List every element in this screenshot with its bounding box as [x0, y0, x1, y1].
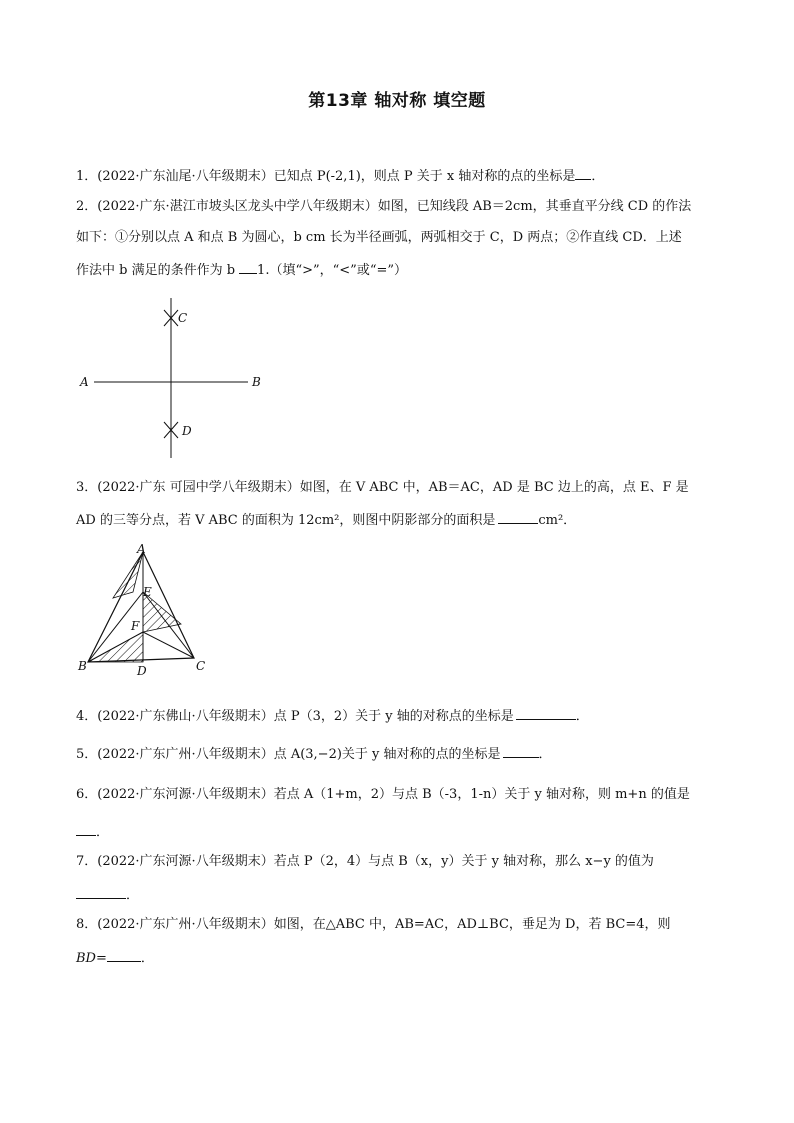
label-d: D: [182, 424, 192, 438]
question-7-line-2: [76, 885, 726, 905]
answer-blank-4[interactable]: [516, 706, 576, 720]
question-7-line-1: 7．(2022·广东河源·八年级期末）若点 P（2，4）与点 B（x，y）关于 y 轴对称，那么 x−y 的值为: [76, 854, 654, 869]
question-2-line-3-start: 作法中 b 满足的条件作为 b: [76, 263, 236, 278]
segment-cf: [143, 632, 194, 658]
label-f: F: [131, 619, 140, 633]
figure-triangle-shaded: [76, 540, 216, 678]
answer-blank-5[interactable]: [503, 744, 539, 758]
question-8-line-2: [76, 948, 726, 968]
answer-blank-3[interactable]: [498, 510, 538, 524]
question-1: [76, 166, 726, 186]
label-c: C: [178, 311, 188, 325]
label-c: C: [196, 659, 206, 673]
question-8-line-2-start: BD=: [76, 951, 107, 966]
figure-perpendicular-bisector: [76, 294, 276, 462]
question-8-end: ．: [140, 951, 154, 966]
question-2-line-1: 2．(2022·广东·湛江市坡头区龙头中学八年级期末）如图，已知线段 AB＝2cm，其垂直平分线 CD 的作法: [76, 199, 692, 214]
question-1-end: ．: [591, 169, 605, 184]
label-b: B: [78, 659, 87, 673]
label-d: D: [137, 664, 147, 678]
question-2-line-3-end: 1.（填“>”，“<”或“=”）: [257, 263, 408, 278]
question-6-line-1: 6．(2022·广东河源·八年级期末）若点 A（1+m，2）与点 B（-3，1-n）关于 y 轴对称，则 m+n 的值是: [76, 787, 690, 802]
question-3-line-2: [76, 510, 726, 530]
label-a: A: [137, 542, 146, 556]
question-6-end: ．: [96, 825, 110, 840]
question-4: [76, 706, 726, 726]
label-e: E: [143, 585, 152, 599]
question-4-end: ．: [575, 709, 589, 724]
answer-blank-7[interactable]: [76, 885, 126, 899]
question-3-line-2-end: cm²．: [538, 513, 577, 528]
answer-blank-2[interactable]: [239, 260, 257, 274]
answer-blank-1[interactable]: [575, 166, 591, 180]
label-a: A: [80, 375, 89, 389]
answer-blank-8[interactable]: [107, 948, 141, 962]
question-1-text: 1．(2022·广东汕尾·八年级期末）已知点 P(-2,1)，则点 P 关于 x 轴对称的点的坐标是: [76, 169, 576, 184]
shaded-region-1: [113, 552, 143, 598]
question-8-line-1: 8．(2022·广东广州·八年级期末）如图，在△ABC 中，AB=AC，AD⊥BC，垂足为 D，若 BC=4，则: [76, 917, 671, 932]
question-5-text: 5．(2022·广东广州·八年级期末）点 A(3,−2)关于 y 轴对称的点的坐标是: [76, 747, 501, 762]
label-b: B: [252, 375, 261, 389]
question-3-line-2-start: AD 的三等分点，若 V ABC 的面积为 12cm²，则图中阴影部分的面积是: [76, 513, 496, 528]
question-4-text: 4．(2022·广东佛山·八年级期末）点 P（3，2）关于 y 轴的对称点的坐标是: [76, 709, 514, 724]
question-3-line-1: 3．(2022·广东 可园中学八年级期末）如图，在 V ABC 中，AB＝AC，AD 是 BC 边上的高，点 E、F 是: [76, 480, 689, 495]
question-2-line-3: [76, 260, 726, 280]
question-5-end: ．: [538, 747, 552, 762]
answer-blank-6[interactable]: [76, 822, 96, 836]
question-6-line-2: [76, 822, 726, 842]
question-5: [76, 744, 726, 764]
question-7-end: ．: [126, 888, 140, 903]
page-title: 第13章 轴对称 填空题: [308, 91, 486, 111]
question-2-line-2: 如下：①分别以点 A 和点 B 为圆心，b cm 长为半径画弧，两弧相交于 C，D 两点；②作直线 CD．上述: [76, 230, 682, 245]
